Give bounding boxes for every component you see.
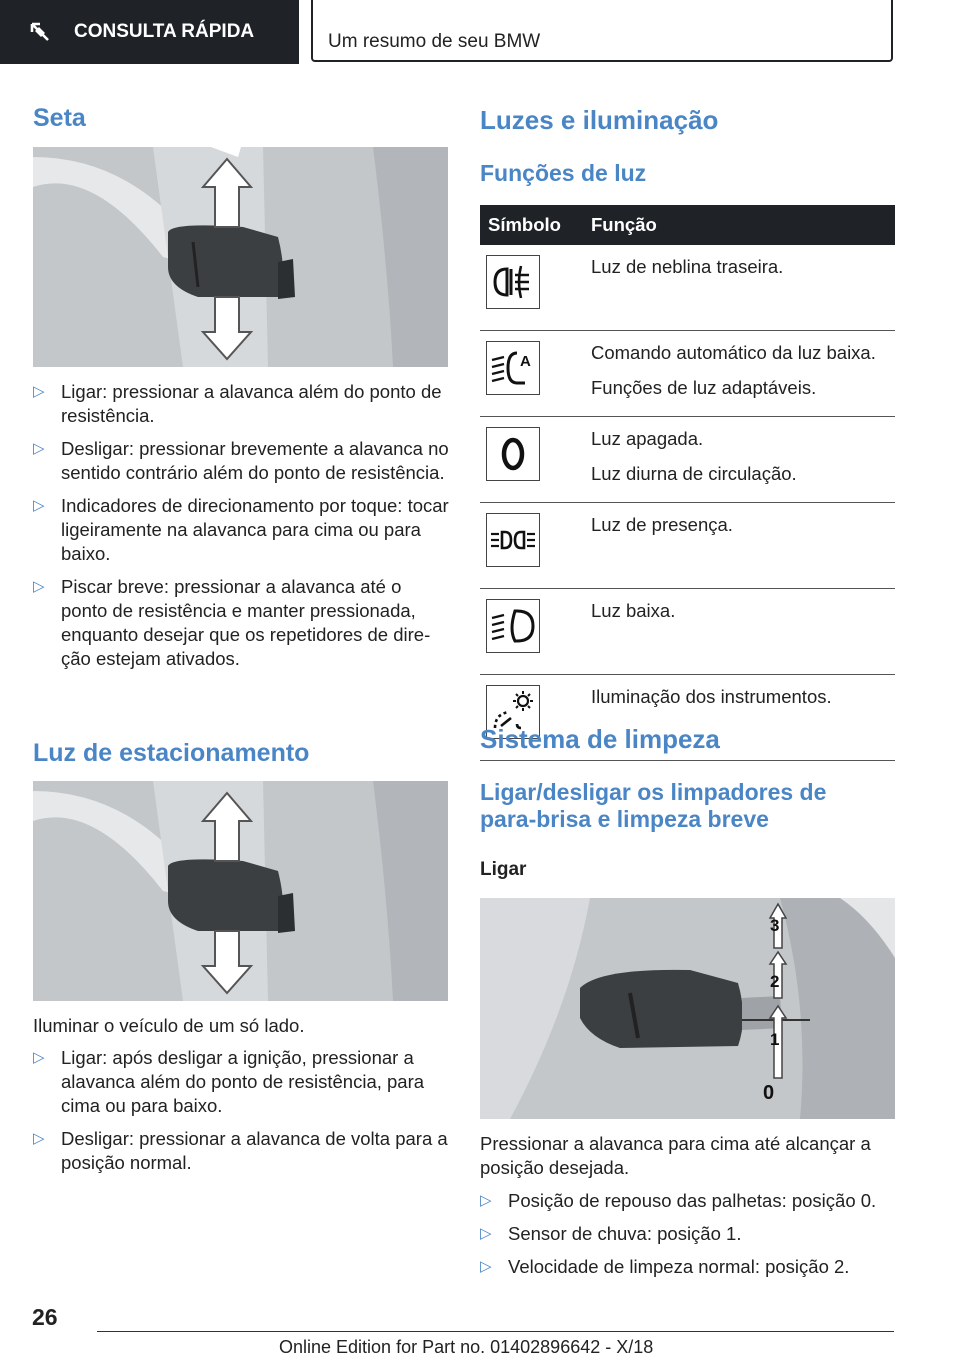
function-text: Luz baixa. bbox=[591, 600, 676, 621]
wiper-position-3: 3 bbox=[770, 916, 780, 935]
triangle-bullet-icon: ▷ bbox=[33, 1049, 45, 1066]
list-item: ▷ Sensor de chuva: posição 1. bbox=[480, 1223, 742, 1244]
function-text: Luz apagada. bbox=[591, 428, 704, 449]
turn-signal-illustration bbox=[33, 147, 448, 367]
list-item: ▷ Indicadores de direcionamento por toque: tocar ligeiramente na alavanca para cima ou para baixo. bbox=[33, 495, 449, 564]
low-beam-icon bbox=[486, 599, 540, 653]
wiper-position-2: 2 bbox=[770, 972, 780, 991]
limpeza-intro: Pressionar a alavanca para cima até alcançar a posição desejada. bbox=[480, 1133, 871, 1178]
seta-list bbox=[33, 380, 451, 680]
col-function-header: Função bbox=[583, 205, 895, 245]
list-item: ▷ Velocidade de limpeza normal: posição 2. bbox=[480, 1256, 850, 1277]
rear-fog-light-icon bbox=[486, 255, 540, 309]
function-text: Luz de presença. bbox=[591, 514, 733, 535]
triangle-bullet-icon: ▷ bbox=[33, 1130, 45, 1147]
table-row bbox=[480, 331, 895, 417]
list-item: ▷ Desligar: pressionar a alavanca de volta para a posição normal. bbox=[33, 1128, 448, 1173]
table-row bbox=[480, 503, 895, 589]
triangle-bullet-icon: ▷ bbox=[480, 1225, 492, 1242]
lights-off-icon bbox=[486, 427, 540, 481]
page-number: 26 bbox=[32, 1304, 58, 1330]
table-row bbox=[480, 417, 895, 503]
heading-luzes: Luzes e iluminação bbox=[480, 105, 719, 135]
heading-limpadores: Ligar/desligar os limpadores de para-brisa e limpeza breve bbox=[480, 779, 827, 832]
triangle-bullet-icon: ▷ bbox=[33, 497, 45, 514]
estacionamento-intro: Iluminar o veículo de um só lado. bbox=[33, 1015, 305, 1036]
svg-text:A: A bbox=[520, 353, 531, 370]
function-text: Funções de luz adaptáveis. bbox=[591, 377, 817, 398]
function-text: Luz de neblina traseira. bbox=[591, 256, 784, 277]
section-tab[interactable] bbox=[0, 0, 299, 64]
heading-sistema-limpeza: Sistema de limpeza bbox=[480, 724, 720, 754]
light-functions-table bbox=[480, 205, 895, 761]
list-item: ▷ Desligar: pressionar brevemente a alavanca no sentido contrário além do ponto de resistência. bbox=[33, 438, 449, 483]
wiper-lever-illustration bbox=[480, 898, 895, 1119]
table-row bbox=[480, 589, 895, 675]
function-text: Luz diurna de circulação. bbox=[591, 463, 797, 484]
chapter-title: Um resumo de seu BMW bbox=[311, 0, 893, 62]
auto-low-beam-icon bbox=[486, 341, 540, 395]
triangle-bullet-icon: ▷ bbox=[33, 578, 45, 595]
edition-text: Online Edition for Part no. 01402896642 - X/18 bbox=[279, 1337, 654, 1357]
footer-divider bbox=[97, 1331, 894, 1332]
quick-reference-icon bbox=[0, 21, 80, 43]
parking-lights-icon bbox=[486, 513, 540, 567]
wiper-position-0: 0 bbox=[763, 1082, 775, 1104]
list-item: ▷ Ligar: após desligar a ignição, pressionar a alavanca além do ponto de resistência, para cima ou para baixo. bbox=[33, 1047, 425, 1116]
col-symbol-header: Símbolo bbox=[480, 205, 583, 245]
estacionamento-list bbox=[33, 1046, 451, 1184]
wiper-position-1: 1 bbox=[770, 1030, 780, 1049]
heading-luz-estacionamento: Luz de estacionamento bbox=[33, 739, 310, 767]
list-item: ▷ Piscar breve: pressionar a alavanca até o ponto de resistência e manter pressionada, enquanto desejar que os repetidores de direção estejam ativados. bbox=[33, 576, 431, 669]
parking-light-illustration bbox=[33, 781, 448, 1001]
function-text: Comando automático da luz baixa. bbox=[591, 342, 876, 363]
triangle-bullet-icon: ▷ bbox=[33, 383, 45, 400]
list-item: ▷ Ligar: pressionar a alavanca além do ponto de resistência. bbox=[33, 381, 442, 426]
triangle-bullet-icon: ▷ bbox=[33, 440, 45, 457]
table-row bbox=[480, 245, 895, 331]
heading-seta: Seta bbox=[33, 104, 86, 132]
heading-funcoes-luz: Funções de luz bbox=[480, 160, 647, 186]
triangle-bullet-icon: ▷ bbox=[480, 1192, 492, 1209]
function-text: Iluminação dos instrumentos. bbox=[591, 686, 832, 707]
triangle-bullet-icon: ▷ bbox=[480, 1258, 492, 1275]
label-ligar: Ligar bbox=[480, 859, 527, 880]
list-item: ▷ Posição de repouso das palhetas: posição 0. bbox=[480, 1190, 877, 1211]
section-tab-label: CONSULTA RÁPIDA bbox=[74, 21, 255, 42]
limpeza-list bbox=[480, 1189, 898, 1288]
